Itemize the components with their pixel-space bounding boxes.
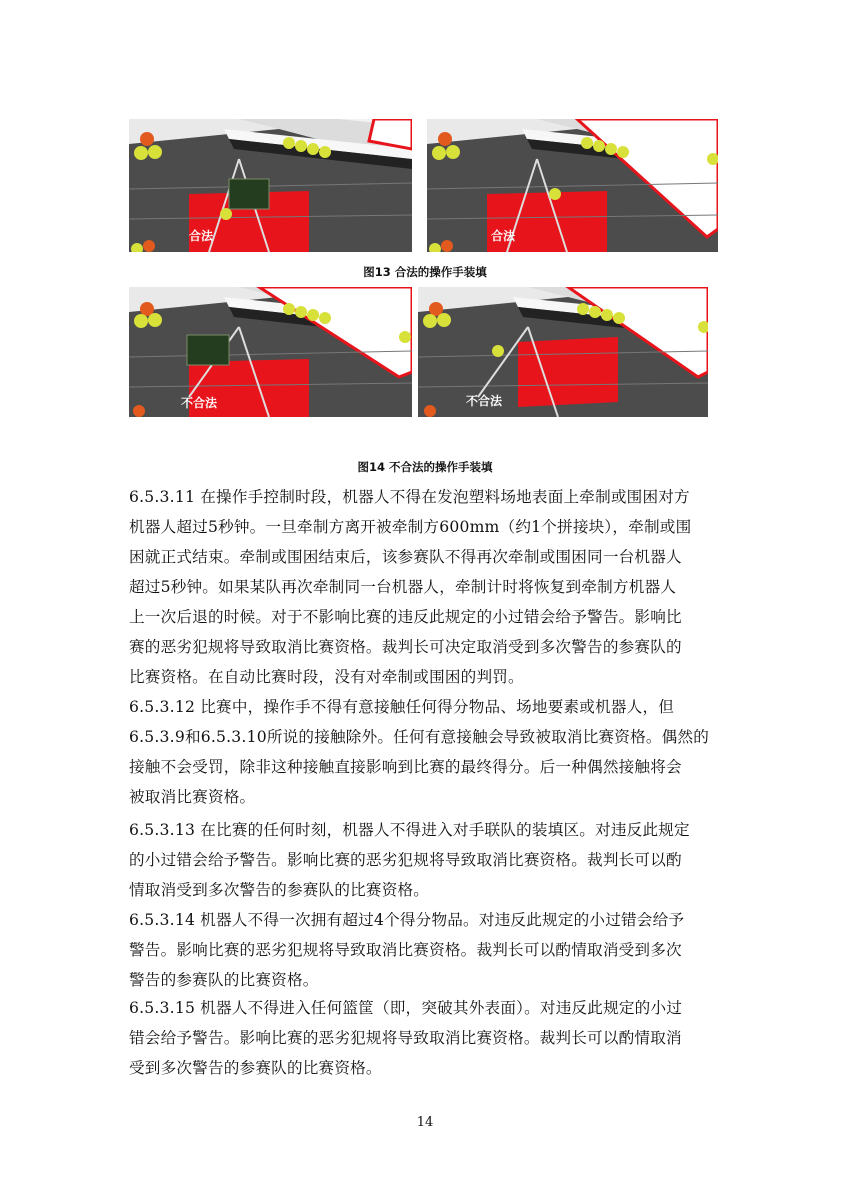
text-line: 接触不会受罚，除非这种接触直接影响到比赛的最终得分。后一种偶然接触将会 bbox=[129, 758, 682, 776]
text-line: 比赛资格。在自动比赛时段，没有对牵制或围困的判罚。 bbox=[129, 668, 524, 686]
text-line: 6.5.3.14 机器人不得一次拥有超过4个得分物品。对违反此规定的小过错会给予 bbox=[129, 911, 685, 929]
figure14-right-image bbox=[418, 287, 708, 417]
paragraph-6-5-3-13 bbox=[129, 815, 723, 905]
paragraph-6-5-3-12 bbox=[129, 692, 723, 812]
paragraph-6-5-3-14 bbox=[129, 905, 723, 995]
text-line: 警告。影响比赛的恶劣犯规将导致取消比赛资格。裁判长可以酌情取消受到多次 bbox=[129, 941, 682, 959]
text-line: 错会给予警告。影响比赛的恶劣犯规将导致取消比赛资格。裁判长可以酌情取消 bbox=[129, 1029, 682, 1047]
figure13-left-image bbox=[129, 119, 412, 252]
figure13-right-image bbox=[427, 119, 718, 252]
text-line: 上一次后退的时候。对于不影响比赛的违反此规定的小过错会给予警告。影响比 bbox=[129, 608, 682, 626]
text-line: 6.5.3.11 在操作手控制时段，机器人不得在发泡塑料场地表面上牵制或围困对方 bbox=[129, 488, 690, 506]
paragraph-6-5-3-11 bbox=[129, 482, 723, 692]
text-line: 的小过错会给予警告。影响比赛的恶劣犯规将导致取消比赛资格。裁判长可以酌 bbox=[129, 851, 682, 869]
figure14-label-right: 不合法 bbox=[466, 394, 503, 408]
text-line: 6.5.3.13 在比赛的任何时刻，机器人不得进入对手联队的装填区。对违反此规定 bbox=[129, 821, 690, 839]
figure14-caption: 图14 不合法的操作手装填 bbox=[357, 460, 493, 474]
figure13-label-right: 合法 bbox=[491, 229, 516, 243]
text-line: 6.5.3.9和6.5.3.10所说的接触除外。任何有意接触会导致被取消比赛资格。偶然的 bbox=[129, 728, 710, 746]
text-line: 警告的参赛队的比赛资格。 bbox=[129, 971, 319, 989]
text-line: 困就正式结束。牵制或围困结束后，该参赛队不得再次牵制或围困同一台机器人 bbox=[129, 548, 682, 566]
figure14-left-image bbox=[129, 287, 412, 417]
text-line: 赛的恶劣犯规将导致取消比赛资格。裁判长可决定取消受到多次警告的参赛队的 bbox=[129, 638, 682, 656]
text-line: 超过5秒钟。如果某队再次牵制同一台机器人，牵制计时将恢复到牵制方机器人 bbox=[129, 578, 677, 596]
page-number: 14 bbox=[416, 1115, 434, 1130]
text-line: 受到多次警告的参赛队的比赛资格。 bbox=[129, 1059, 382, 1077]
figure13-caption: 图13 合法的操作手装填 bbox=[363, 265, 487, 279]
text-line: 情取消受到多次警告的参赛队的比赛资格。 bbox=[129, 881, 430, 899]
text-line: 机器人超过5秒钟。一旦牵制方离开被牵制方600mm（约1个拼接块），牵制或围 bbox=[129, 518, 692, 536]
paragraph-6-5-3-15 bbox=[129, 993, 723, 1083]
text-line: 被取消比赛资格。 bbox=[129, 788, 256, 806]
figure14-label-left: 不合法 bbox=[181, 396, 218, 410]
text-line: 6.5.3.15 机器人不得进入任何篮筐（即，突破其外表面）。对违反此规定的小过 bbox=[129, 999, 683, 1017]
figure13-label-left: 合法 bbox=[189, 229, 214, 243]
text-line: 6.5.3.12 比赛中，操作手不得有意接触任何得分物品、场地要素或机器人，但 bbox=[129, 698, 675, 716]
